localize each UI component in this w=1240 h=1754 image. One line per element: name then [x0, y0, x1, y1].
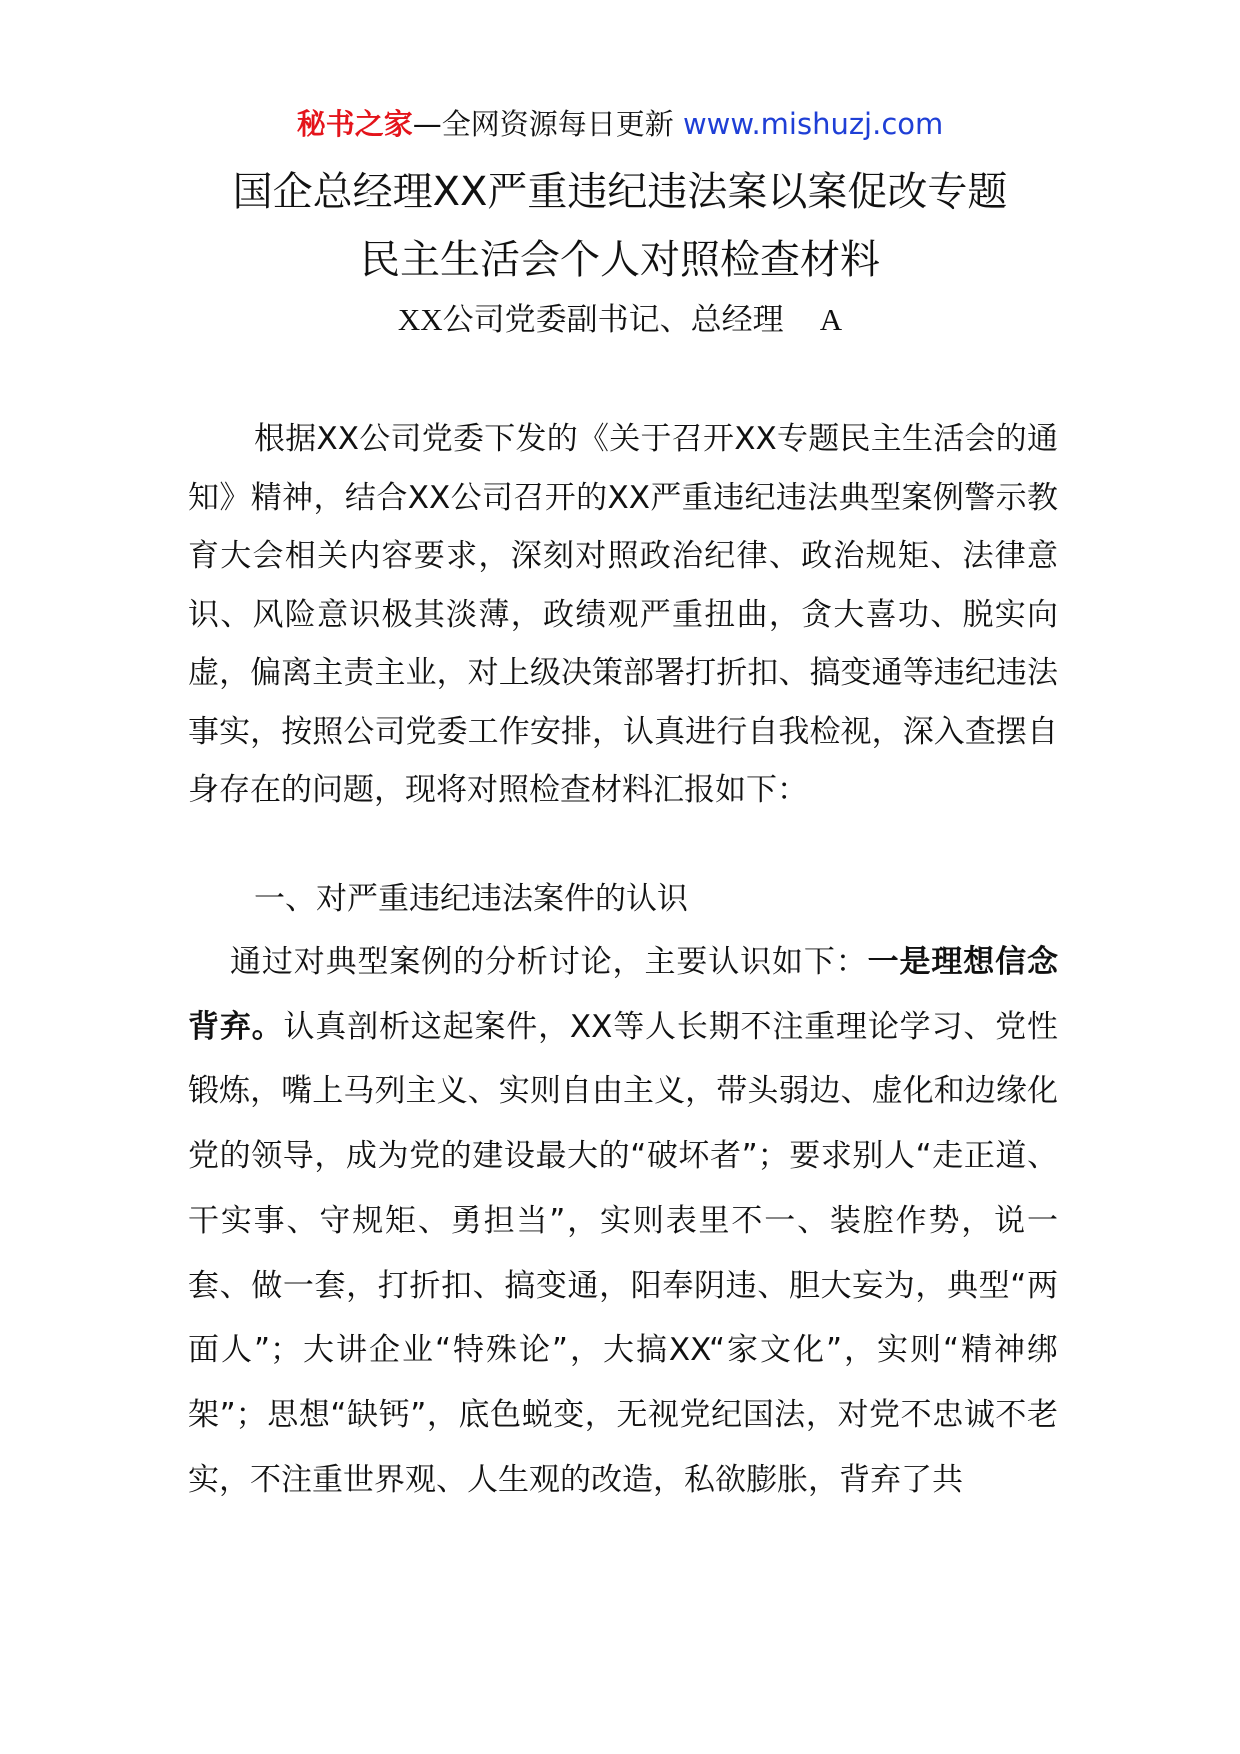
document-byline [0, 298, 1240, 342]
document-title-line-2: 民主生活会个人对照检查材料 [360, 237, 880, 283]
site-header [0, 104, 1240, 144]
byline-author: A [819, 302, 843, 337]
intro-paragraph: 根据XX公司党委下发的《关于召开XX专题民主生活会的通知》精神，结合XX公司召开的XX严重违纪违法典型案例警示教育大会相关内容要求，深刻对照政治纪律、政治规矩、法律意识、风险意识极其淡薄，政绩观严重扭曲，贪大喜功、脱实向虚，偏离主责主业，对上级决策部署打折扣、搞变通等违纪违法事实，按照公司党委工作安排，认真进行自我检视，深入查摆自身存在的问题，现将对照检查材料汇报如下： [188, 421, 1058, 808]
paragraph-intro: 通过对典型案例的分析讨论，主要认识如下： [230, 944, 868, 980]
section-heading: 一、对严重违纪违法案件的认识 [254, 881, 688, 917]
header-tagline: —全网资源每日更新 [412, 107, 674, 141]
byline-org: XX公司党委副书记、总经理 [397, 302, 784, 337]
document-title-line-1: 国企总经理XX严重违纪违法案以案促改专题 [232, 169, 1008, 215]
brand-name: 秘书之家 [296, 107, 413, 141]
site-url-link[interactable]: www.mishuzj.com [682, 107, 944, 141]
paragraph-body: 认真剖析这起案件，XX等人长期不注重理论学习、党性锻炼，嘴上马列主义、实则自由主义，带头弱边、虚化和边缘化党的领导，成为党的建设最大的“破坏者”；要求别人“走正道、干实事、守规矩、勇担当”，实则表里不一、装腔作势，说一套、做一套，打折扣、搞变通，阳奉阴违、胆大妄为，典型“两面人”；大讲企业“特殊论”，大搞XX“家文化”，实则“精神绑架”；思想“缺钙”，底色蜕变，无视党纪国法，对党不忠诚不老实，不注重世界观、人生观的改造，私欲膨胀，背弃了共 [188, 1008, 1058, 1498]
body-paragraph [188, 930, 1058, 1512]
paragraph-bold-lead: 一是理想信念背弃。 [188, 944, 1059, 1045]
